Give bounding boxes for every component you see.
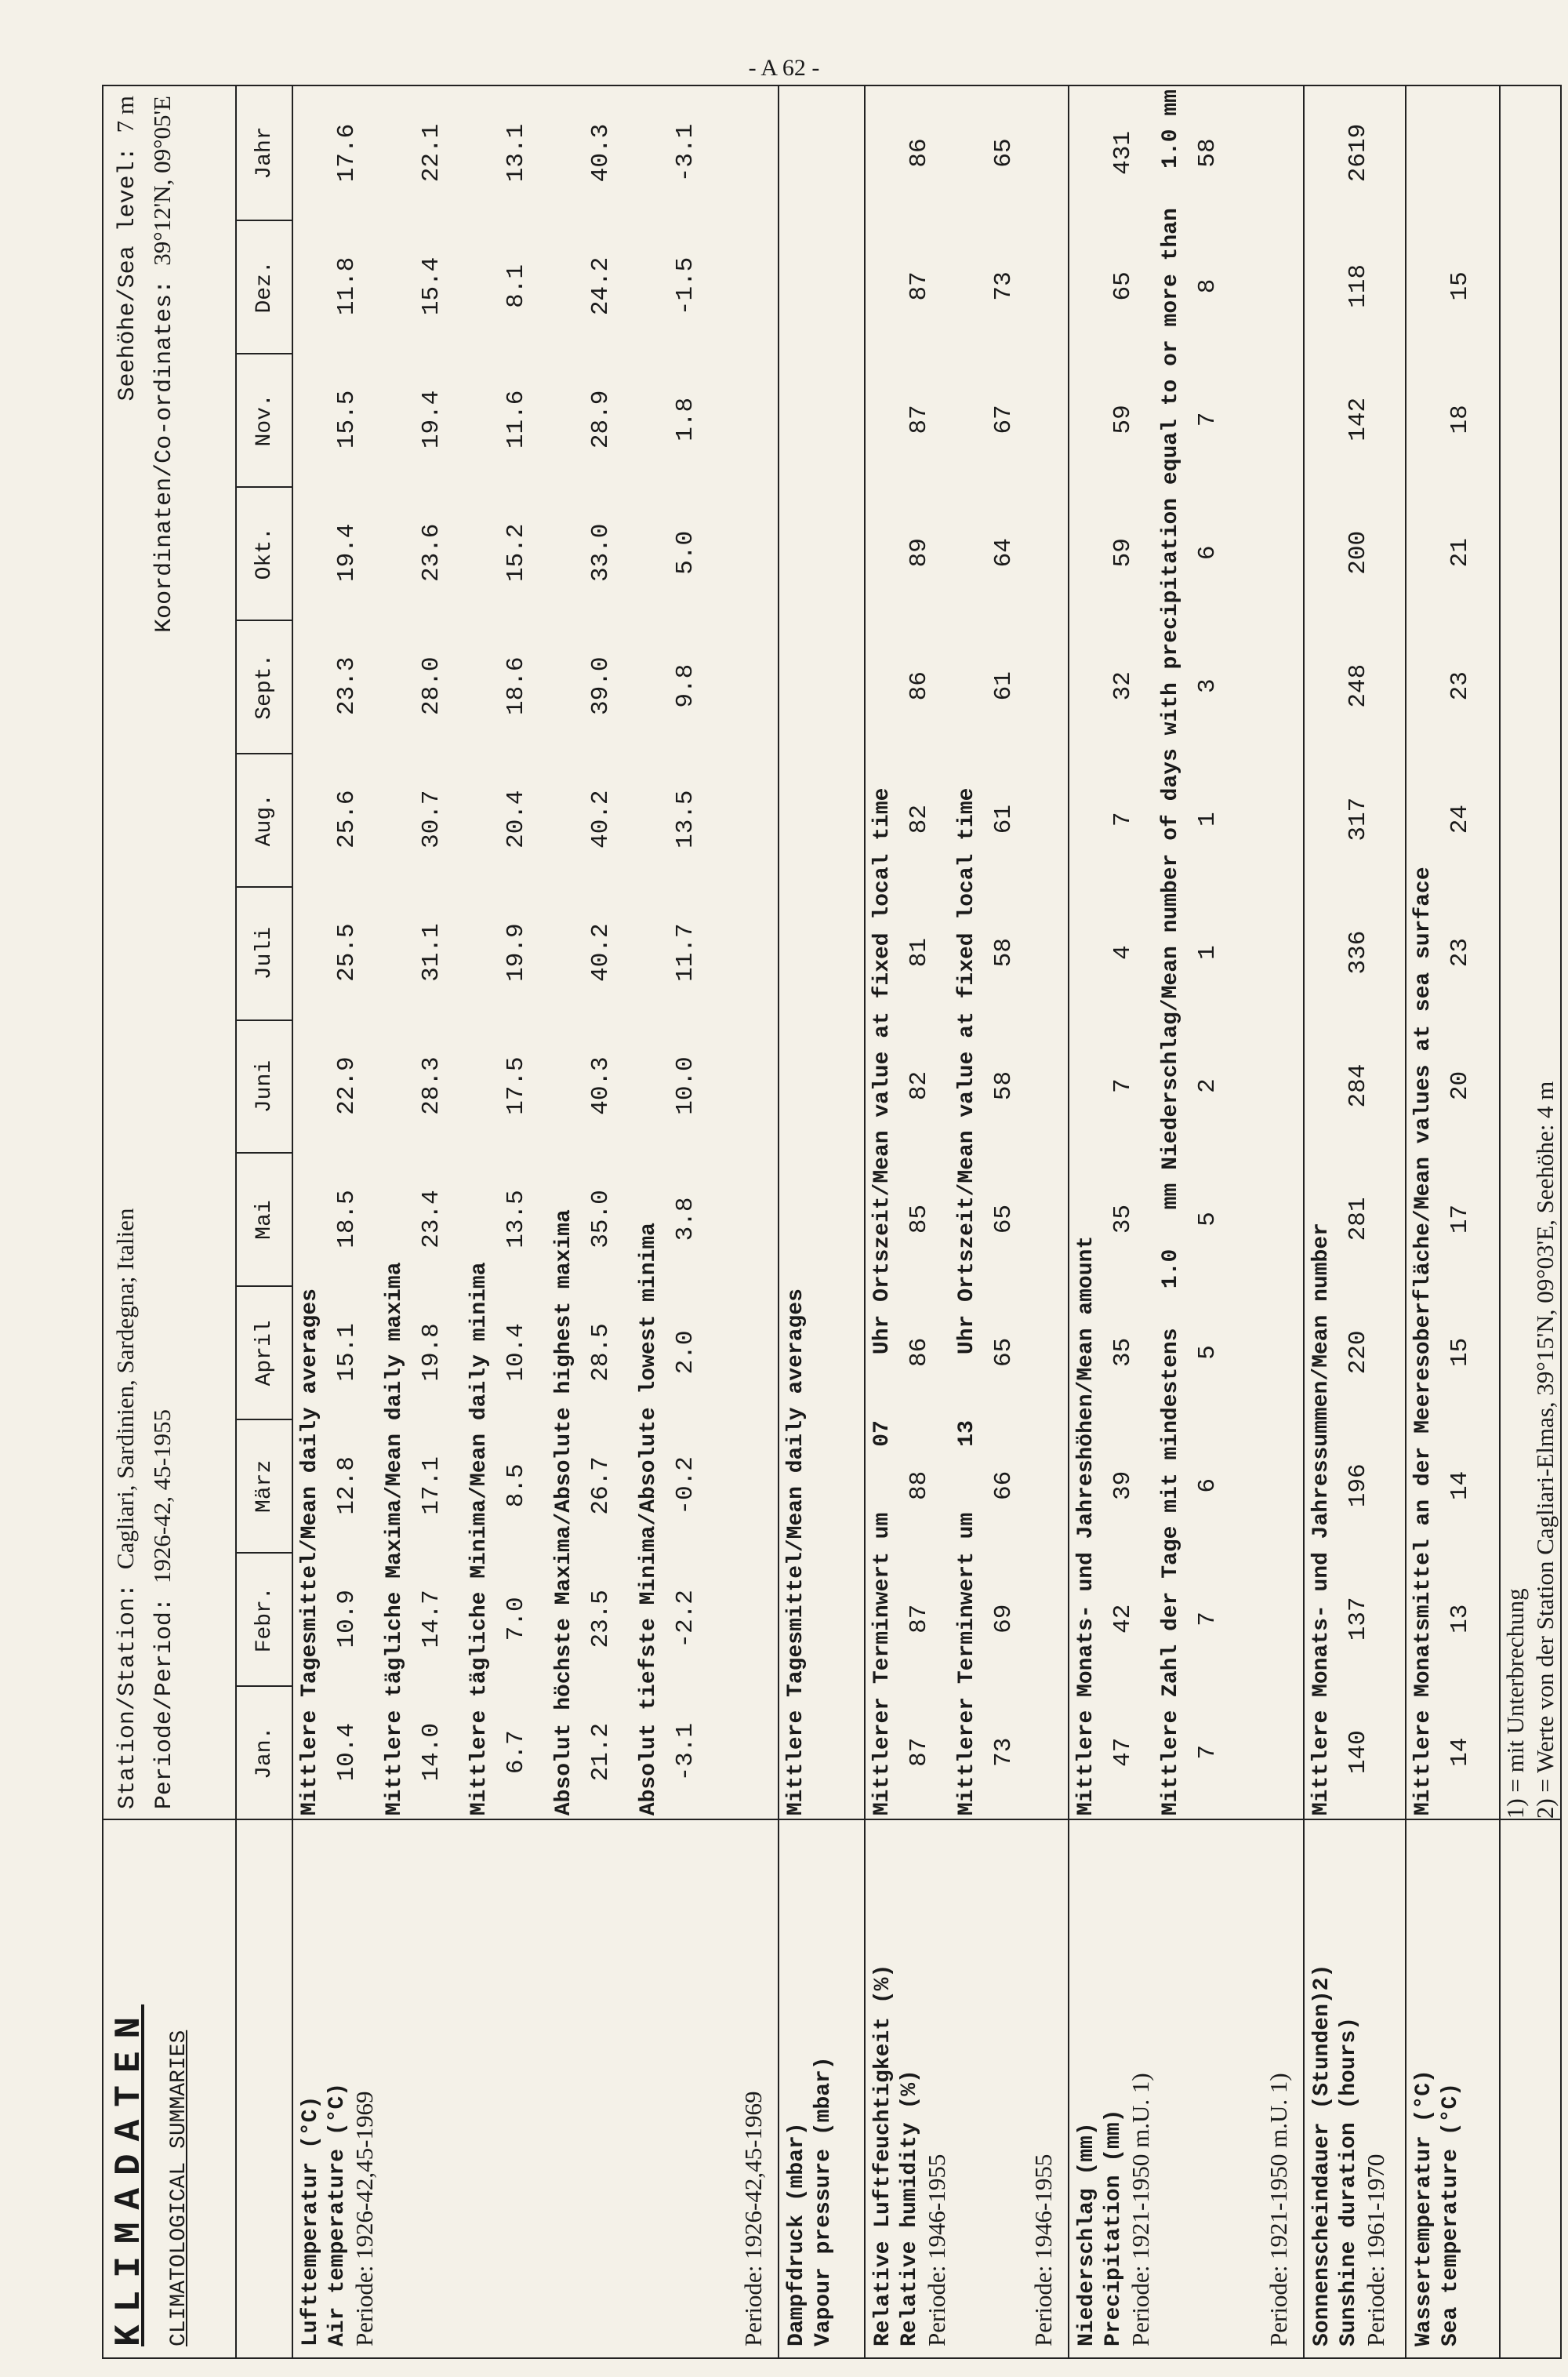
- section-row: [1406, 85, 1500, 2358]
- value-cell: 19.4: [418, 390, 445, 449]
- coords-value: 39°12'N, 09°05'E: [148, 96, 176, 266]
- value-cell: 14.0: [418, 1723, 445, 1782]
- value-cell: 23: [1446, 937, 1474, 968]
- section-label: [865, 1819, 1069, 2358]
- value-cell: 5: [1194, 1345, 1221, 1360]
- section-label-line: Wassertemperatur (°C): [1412, 2070, 1436, 2346]
- value-cell: 40.3: [587, 123, 615, 183]
- value-cell: 15: [1446, 271, 1474, 301]
- value-cell: [819, 353, 847, 486]
- value-cell: 87: [906, 271, 933, 301]
- value-row: [503, 86, 530, 1819]
- row-caption: Mittlere Monats- und Jahressummen/Mean number: [1309, 1223, 1334, 1816]
- value-cell: 31.1: [418, 923, 445, 982]
- value-cell: 13: [1446, 1604, 1474, 1634]
- value-cell: -0.2: [672, 1456, 699, 1515]
- value-cell: 13.5: [503, 1190, 530, 1248]
- value-cell: [1446, 86, 1474, 220]
- value-cell: 23.4: [418, 1190, 445, 1248]
- section-label-line: Vapour pressure (mbar): [811, 2056, 836, 2346]
- value-cell: 67: [990, 405, 1018, 434]
- value-cell: 21: [1446, 538, 1474, 568]
- value-cell: 7: [1194, 412, 1221, 427]
- value-cell: 17: [1446, 1204, 1474, 1234]
- row-caption: Absolut tiefste Minima/Absolute lowest minima: [637, 1223, 661, 1816]
- value-cell: [819, 1419, 847, 1552]
- value-cell: 39.0: [587, 656, 615, 715]
- value-cell: 33.0: [587, 523, 615, 582]
- value-cell: 10.9: [333, 1590, 361, 1648]
- value-cell: 1: [1194, 812, 1221, 827]
- section-label-line: Sunshine duration (hours): [1337, 2016, 1361, 2346]
- page-subtitle: CLIMATOLOGICAL SUMMARIES: [167, 2030, 191, 2346]
- title-cell: [103, 1819, 236, 2358]
- value-cell: 8.5: [503, 1463, 530, 1508]
- value-cell: 61: [990, 805, 1018, 834]
- value-cell: 64: [990, 538, 1018, 568]
- month-header-12: Jahr: [252, 126, 277, 180]
- value-cell: 24.2: [587, 256, 615, 316]
- section-values: [1406, 85, 1500, 1819]
- month-header-6: Juli: [237, 886, 292, 1019]
- value-cell: 23.6: [418, 523, 445, 582]
- value-cell: 65: [1109, 271, 1137, 301]
- value-cell: 42: [1109, 1604, 1137, 1634]
- value-cell: 3: [1194, 678, 1221, 694]
- value-cell: 35.0: [587, 1190, 615, 1248]
- value-cell: [819, 1552, 847, 1685]
- value-cell: 59: [1109, 538, 1137, 568]
- station-value: Cagliari, Sardinien, Sardegna; Italien: [111, 1208, 139, 1570]
- section-period: Periode: 1946-1955: [923, 2153, 950, 2346]
- value-cell: 65: [990, 1204, 1018, 1234]
- value-cell: [819, 220, 847, 353]
- row-caption: Mittlere Tagesmittel/Mean daily averages: [298, 1288, 322, 1816]
- value-cell: 5: [1194, 1212, 1221, 1227]
- value-cell: -3.1: [672, 1723, 699, 1782]
- value-cell: 7.0: [503, 1597, 530, 1641]
- value-cell: 196: [1345, 1463, 1372, 1508]
- section-label-line: Relative humidity (%): [898, 2070, 922, 2346]
- section-period-repeat: Periode: 1926-42,45-1969: [739, 2091, 767, 2346]
- section-label-line: Niederschlag (mm): [1075, 2122, 1099, 2346]
- value-cell: 35: [1109, 1204, 1137, 1234]
- value-cell: 87: [906, 405, 933, 434]
- section-period: Periode: 1961-1970: [1362, 2153, 1389, 2346]
- value-cell: 3.8: [672, 1197, 699, 1241]
- section-values: [292, 85, 779, 1819]
- value-cell: 10.0: [672, 1056, 699, 1115]
- value-cell: 28.0: [418, 656, 445, 715]
- value-cell: 8: [1194, 278, 1221, 294]
- station-line: [108, 1208, 145, 1810]
- section-label-line: Lufttemperatur (°C): [299, 2095, 323, 2346]
- value-cell: 32: [1109, 671, 1137, 701]
- value-cell: 40.2: [587, 790, 615, 849]
- month-header-3: April: [237, 1285, 292, 1419]
- value-cell: 66: [990, 1470, 1018, 1500]
- value-cell: 61: [990, 671, 1018, 701]
- section-row: [779, 85, 865, 2358]
- month-header-8: Sept.: [237, 620, 292, 753]
- value-cell: 10.4: [503, 1323, 530, 1382]
- station-header: [103, 85, 236, 1819]
- value-cell: 142: [1345, 397, 1372, 442]
- value-cell: 86: [906, 1337, 933, 1368]
- value-cell: 12.8: [333, 1456, 361, 1515]
- value-cell: [819, 486, 847, 620]
- value-cell: 140: [1345, 1730, 1372, 1775]
- value-cell: [819, 1019, 847, 1153]
- value-cell: -1.5: [672, 256, 699, 316]
- month-header-1: Febr.: [237, 1552, 292, 1685]
- row-caption: Mittlerer Terminwert um 13 Uhr Ortszeit/Mean value at fixed local time: [955, 787, 979, 1816]
- value-row: [418, 86, 445, 1819]
- month-header: [237, 86, 292, 1819]
- section-row: [292, 85, 779, 2358]
- value-cell: 82: [906, 1070, 933, 1101]
- value-cell: 336: [1345, 930, 1372, 975]
- value-cell: 137: [1345, 1597, 1372, 1641]
- value-row: [819, 86, 847, 1819]
- value-cell: 20.4: [503, 790, 530, 849]
- value-row: [1345, 86, 1372, 1819]
- value-cell: 22.9: [333, 1056, 361, 1115]
- coords-label: Koordinaten/Co-ordinates:: [151, 279, 178, 633]
- value-cell: 248: [1345, 663, 1372, 708]
- value-cell: [819, 886, 847, 1019]
- value-cell: 18: [1446, 405, 1474, 434]
- value-cell: 35: [1109, 1337, 1137, 1368]
- value-row: [1446, 86, 1474, 1819]
- period-value: 1926-42, 45-1955: [148, 1408, 176, 1584]
- station-label: Station/Station:: [114, 1583, 141, 1810]
- value-row: [1194, 86, 1221, 1819]
- value-cell: 21.2: [587, 1723, 615, 1782]
- value-cell: 87: [906, 1604, 933, 1634]
- section-values: [779, 85, 865, 1819]
- value-cell: 40.2: [587, 923, 615, 982]
- section-label: [779, 1819, 865, 2358]
- value-cell: 65: [990, 138, 1018, 168]
- value-cell: 25.6: [333, 790, 361, 849]
- value-cell: 89: [906, 538, 933, 568]
- value-cell: 7: [1109, 812, 1137, 827]
- value-cell: [819, 1685, 847, 1819]
- month-header-11: Dez.: [237, 220, 292, 353]
- value-cell: 15.1: [333, 1323, 361, 1382]
- month-header-4: Mai: [237, 1153, 292, 1286]
- value-cell: 87: [906, 1737, 933, 1767]
- month-label-spacer: [236, 1819, 292, 2358]
- value-cell: 11.7: [672, 923, 699, 982]
- value-cell: 40.3: [587, 1056, 615, 1115]
- month-header-5: Juni: [237, 1019, 292, 1153]
- footnote-spacer: [1500, 1819, 1561, 2358]
- value-cell: 15.2: [503, 523, 530, 582]
- value-cell: 58: [990, 1070, 1018, 1101]
- section-label-line: Dampfdruck (mbar): [785, 2122, 809, 2346]
- footnotes: [1500, 85, 1561, 1819]
- value-cell: 81: [906, 937, 933, 968]
- section-values: [1304, 85, 1406, 1819]
- value-cell: 2.0: [672, 1330, 699, 1375]
- section-values: [1069, 85, 1304, 1819]
- value-cell: 19.9: [503, 923, 530, 982]
- footnote-2: 2) = Werte von der Station Cagliari-Elmas, 39°15'N, 09°03'E, Seehöhe: 4 m: [1531, 1081, 1559, 1819]
- page-title: KLIMADATEN: [109, 2004, 150, 2346]
- page-number: - A 62 -: [748, 55, 820, 81]
- value-cell: 317: [1345, 797, 1372, 841]
- row-caption: Absolut höchste Maxima/Absolute highest maxima: [552, 1209, 576, 1816]
- month-header-0: Jan.: [237, 1685, 292, 1819]
- value-cell: 15: [1446, 1337, 1474, 1368]
- value-cell: 28.3: [418, 1056, 445, 1115]
- row-caption: Mittlere Monatsmittel an der Meeresoberfläche/Mean values at sea surface: [1411, 867, 1436, 1816]
- value-row: [906, 86, 933, 1819]
- value-cell: 13.1: [503, 123, 530, 183]
- value-cell: 65: [990, 1337, 1018, 1368]
- value-cell: 7: [1194, 1611, 1221, 1626]
- climate-table: [102, 85, 1562, 2359]
- value-cell: 28.9: [587, 390, 615, 449]
- value-cell: 39: [1109, 1470, 1137, 1500]
- section-label-line: Precipitation (mm): [1102, 2109, 1126, 2346]
- section-row: [1304, 85, 1406, 2358]
- row-caption: Mittlere Tagesmittel/Mean daily averages: [784, 1288, 808, 1816]
- value-cell: 23.3: [333, 656, 361, 715]
- value-cell: 22.1: [418, 123, 445, 183]
- value-cell: 73: [990, 1737, 1018, 1767]
- value-cell: 58: [990, 937, 1018, 968]
- value-cell: 86: [906, 138, 933, 168]
- value-cell: 28.5: [587, 1323, 615, 1382]
- value-cell: 85: [906, 1204, 933, 1234]
- value-cell: -2.2: [672, 1590, 699, 1648]
- month-header-cell: [236, 85, 292, 1819]
- section-period-repeat: Periode: 1921-1950 m.U. 1): [1265, 2073, 1292, 2346]
- value-cell: 19.4: [333, 523, 361, 582]
- value-cell: 59: [1109, 405, 1137, 434]
- value-cell: 118: [1345, 264, 1372, 308]
- value-cell: 15.4: [418, 256, 445, 316]
- month-header-2: März: [237, 1419, 292, 1552]
- value-cell: [819, 1153, 847, 1286]
- section-label: [1406, 1819, 1500, 2358]
- value-cell: 6: [1194, 545, 1221, 561]
- value-cell: 15.5: [333, 390, 361, 449]
- value-cell: 18.5: [333, 1190, 361, 1248]
- section-period: Periode: 1921-1950 m.U. 1): [1127, 2073, 1154, 2346]
- value-cell: [819, 753, 847, 886]
- value-cell: -3.1: [672, 123, 699, 183]
- section-row: [865, 85, 1069, 2358]
- value-cell: 6.7: [503, 1730, 530, 1775]
- value-cell: 17.6: [333, 123, 361, 183]
- value-cell: 19.8: [418, 1323, 445, 1382]
- value-cell: 20: [1446, 1070, 1474, 1101]
- value-cell: [819, 1285, 847, 1419]
- value-cell: 69: [990, 1604, 1018, 1634]
- value-row: [333, 86, 361, 1819]
- value-row: [1109, 86, 1137, 1819]
- coords-line: [145, 96, 182, 633]
- value-cell: 88: [906, 1470, 933, 1500]
- section-label-line: Sea temperature (°C): [1439, 2082, 1463, 2346]
- value-cell: 86: [906, 671, 933, 701]
- value-cell: 14.7: [418, 1590, 445, 1648]
- section-label: [292, 1819, 779, 2358]
- month-header-10: Nov.: [237, 353, 292, 486]
- section-label: [1304, 1819, 1406, 2358]
- value-cell: 17.1: [418, 1456, 445, 1515]
- value-cell: 23.5: [587, 1590, 615, 1648]
- value-cell: 1: [1194, 945, 1221, 960]
- value-cell: 17.5: [503, 1056, 530, 1115]
- month-header-7: Aug.: [237, 753, 292, 886]
- value-cell: 284: [1345, 1063, 1372, 1108]
- period-label: Periode/Period:: [151, 1597, 178, 1810]
- value-cell: 14: [1446, 1737, 1474, 1767]
- value-cell: 30.7: [418, 790, 445, 849]
- value-cell: 11.6: [503, 390, 530, 449]
- value-cell: 25.5: [333, 923, 361, 982]
- row-caption: Mittlere tägliche Maxima/Mean daily maxima: [383, 1262, 407, 1816]
- footnote-1: 1) = mit Unterbrechung: [1501, 1588, 1529, 1819]
- value-cell: 26.7: [587, 1456, 615, 1515]
- section-label-line: Air temperature (°C): [325, 2082, 350, 2346]
- value-cell: 18.6: [503, 656, 530, 715]
- value-row: [587, 86, 615, 1819]
- value-cell: 281: [1345, 1197, 1372, 1241]
- value-cell: 58: [1194, 138, 1221, 168]
- value-cell: 200: [1345, 530, 1372, 575]
- row-caption: Mittlere Zahl der Tage mit mindestens 1.0 mm Niederschlag/Mean number of days with precipitation equal to or more than 1.0 mm: [1159, 89, 1183, 1816]
- value-cell: 23: [1446, 671, 1474, 701]
- value-cell: 24: [1446, 805, 1474, 834]
- section-label-line: Sonnenscheindauer (Stunden)2): [1310, 1964, 1334, 2346]
- sea-level-value: 7 m: [111, 96, 139, 133]
- value-cell: 7: [1194, 1744, 1221, 1760]
- value-cell: 2619: [1345, 123, 1372, 183]
- value-cell: 220: [1345, 1330, 1372, 1375]
- period-line: [145, 1409, 182, 1809]
- sea-level-label: Seehöhe/Sea level:: [114, 147, 141, 402]
- sea-level-line: [108, 96, 145, 401]
- value-cell: 13.5: [672, 790, 699, 849]
- value-cell: 11.8: [333, 256, 361, 316]
- section-label: [1069, 1819, 1304, 2358]
- section-period: Periode: 1926-42,45-1969: [350, 2091, 378, 2346]
- value-cell: 431: [1109, 131, 1137, 175]
- section-values: [865, 85, 1069, 1819]
- value-cell: 14: [1446, 1470, 1474, 1500]
- climate-sheet: [102, 85, 1559, 2359]
- value-cell: 4: [1109, 945, 1137, 960]
- value-row: [672, 86, 699, 1819]
- value-cell: 1.8: [672, 397, 699, 442]
- value-cell: 10.4: [333, 1723, 361, 1782]
- section-period-repeat: Periode: 1946-1955: [1029, 2153, 1057, 2346]
- month-header-9: Okt.: [237, 486, 292, 620]
- value-cell: [819, 86, 847, 220]
- value-cell: 5.0: [672, 530, 699, 575]
- row-caption: Mittlere Monats- und Jahreshöhen/Mean amount: [1074, 1235, 1098, 1816]
- value-cell: 2: [1194, 1078, 1221, 1093]
- value-cell: [819, 620, 847, 753]
- section-label-line: Relative Luftfeuchtigkeit (%): [871, 1964, 895, 2346]
- value-cell: 6: [1194, 1478, 1221, 1493]
- value-cell: 9.8: [672, 663, 699, 708]
- section-row: [1069, 85, 1304, 2358]
- row-caption: Mittlerer Terminwert um 07 Uhr Ortszeit/Mean value at fixed local time: [870, 787, 895, 1816]
- value-cell: 8.1: [503, 264, 530, 308]
- value-row: [990, 86, 1018, 1819]
- value-cell: 47: [1109, 1737, 1137, 1767]
- value-cell: 82: [906, 805, 933, 834]
- value-cell: 73: [990, 271, 1018, 301]
- value-cell: 7: [1109, 1078, 1137, 1093]
- row-caption: Mittlere tägliche Minima/Mean daily minima: [467, 1262, 492, 1816]
